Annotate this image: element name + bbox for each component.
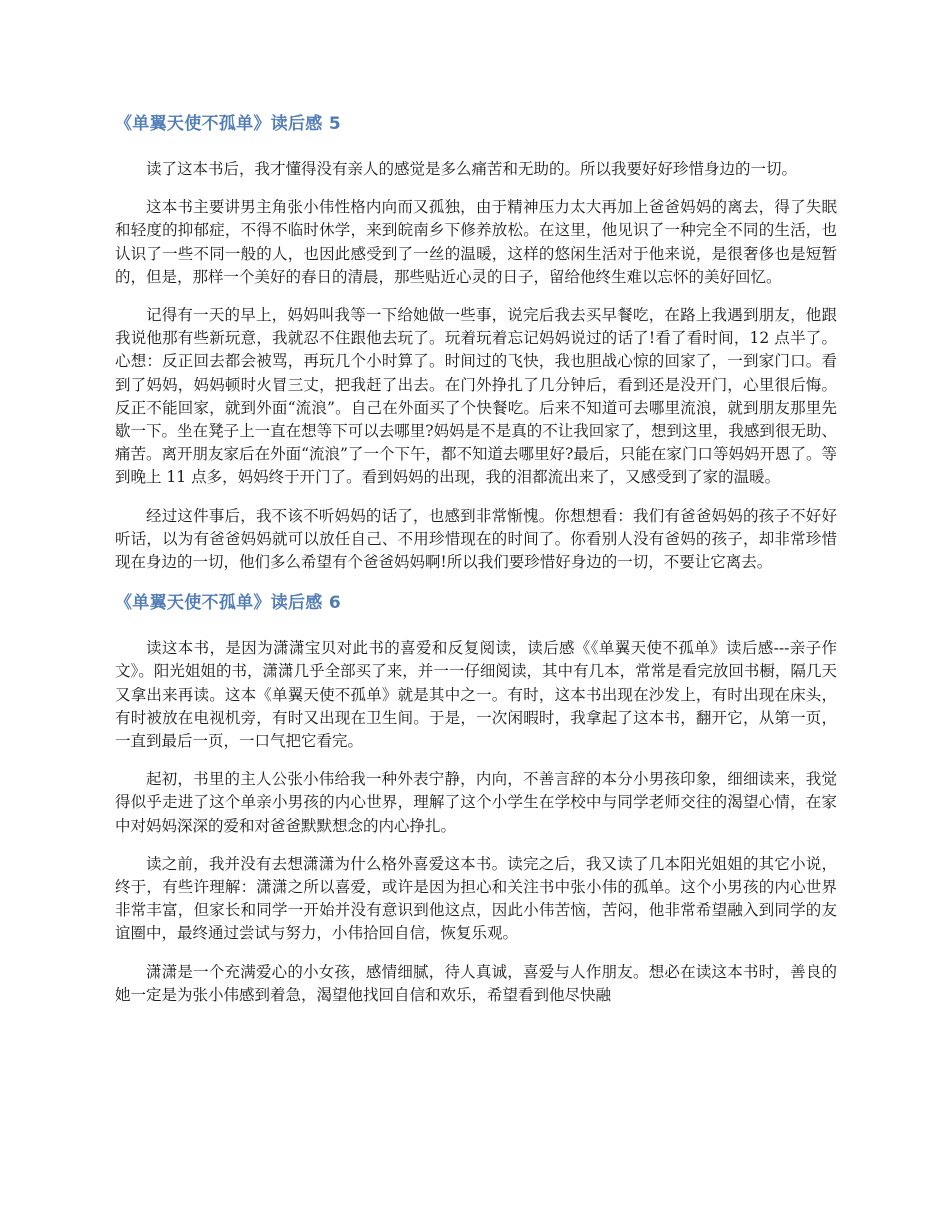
review-section-5 (115, 110, 837, 574)
review-section-6 (115, 589, 837, 1007)
paragraph: 经过这件事后，我不该不听妈妈的话了，也感到非常惭愧。你想想看：我们有爸爸妈妈的孩子不好好听话，以为有爸爸妈妈就可以放任自己、不用珍惜现在的时间了。你看别人没有爸妈的孩子，却非常珍惜现在身边的一切，他们多么希望有个爸爸妈妈啊!所以我们要珍惜好身边的一切，不要让它离去。 (115, 506, 837, 572)
document-page (115, 110, 837, 1022)
paragraph: 读了这本书后，我才懂得没有亲人的感觉是多么痛苦和无助的。所以我要好好珍惜身边的一切。 (146, 160, 798, 178)
paragraph: 起初，书里的主人公张小伟给我一种外表宁静，内向，不善言辞的本分小男孩印象，细细读来，我觉得似乎走进了这个单亲小男孩的内心世界，理解了这个小学生在学校中与同学老师交往的渴望心情，在家中对妈妈深深的爱和对爸爸默默想念的内心挣扎。 (115, 770, 837, 835)
paragraph: 潇潇是一个充满爱心的小女孩，感情细腻，待人真诚，喜爱与人作朋友。想必在读这本书时，善良的她一定是为张小伟感到着急，渴望他找回自信和欢乐，希望看到他尽快融 (115, 962, 837, 1004)
paragraph: 这本书主要讲男主角张小伟性格内向而又孤独，由于精神压力太大再加上爸爸妈妈的离去，得了失眠和轻度的抑郁症，不得不临时休学，来到皖南乡下修养放松。在这里，他见识了一种完全不同的生活，也认识了一些不同一般的人，也因此感受到了一丝的温暖，这样的悠闲生活对于他来说，是很奢侈也是短暂的，但是，那样一个美好的春日的清晨，那些贴近心灵的日子，留给他终生难以忘怀的美好回忆。 (115, 198, 837, 286)
paragraph: 读这本书，是因为潇潇宝贝对此书的喜爱和反复阅读，读后感《《单翼天使不孤单》读后感---亲子作文》。阳光姐姐的书，潇潇几乎全部买了来，并一一仔细阅读，其中有几本，常常是看完放回书橱，隔几天又拿出来再读。这本《单翼天使不孤单》就是其中之一。有时，这本书出现在沙发上，有时出现在床头，有时被放在电视机旁，有时又出现在卫生间。于是，一次闲暇时，我拿起了这本书，翻开它，从第一页，一直到最后一页，一口气把它看完。 (115, 639, 837, 751)
paragraph: 读之前，我并没有去想潇潇为什么格外喜爱这本书。读完之后，我又读了几本阳光姐姐的其它小说，终于，有些许理解：潇潇之所以喜爱，或许是因为担心和关注书中张小伟的孤单。这个小男孩的内心世界非常丰富，但家长和同学一开始并没有意识到他这点，因此小伟苦恼，苦闷，他非常希望融入到同学的友谊圈中，最终通过尝试与努力，小伟拾回自信，恢复乐观。 (115, 854, 837, 943)
paragraph: 记得有一天的早上，妈妈叫我等一下给她做一些事，说完后我去买早餐吃，在路上我遇到朋友，他跟我说他那有些新玩意，我就忍不住跟他去玩了。玩着玩着忘记妈妈说过的话了!看了看时间，12 点半了。心想：反正回去都会被骂，再玩几个小时算了。时间过的飞快，我也胆战心惊的回家了，一到家门口。看到了妈妈，妈妈顿时火冒三丈，把我赶了出去。在门外挣扎了几分钟后，看到还是没开门，心里很后悔。反正不能回家，就到外面“流浪”。自己在外面买了个快餐吃。后来不知道可去哪里流浪，就到朋友那里先歇一下。坐在凳子上一直在想等下可以去哪里?妈妈是不是真的不让我回家了，想到这里，我感到很无助、痛苦。离开朋友家后在外面“流浪”了一个下午，都不知道去哪里好?最后，只能在家门口等妈妈开恩了。等到晚上 11 点多，妈妈终于开门了。看到妈妈的出现，我的泪都流出来了，又感受到了家的温暖。 (115, 306, 837, 487)
section-heading: 《单翼天使不孤单》读后感 6 (115, 593, 341, 614)
section-heading: 《单翼天使不孤单》读后感 5 (115, 114, 341, 134)
